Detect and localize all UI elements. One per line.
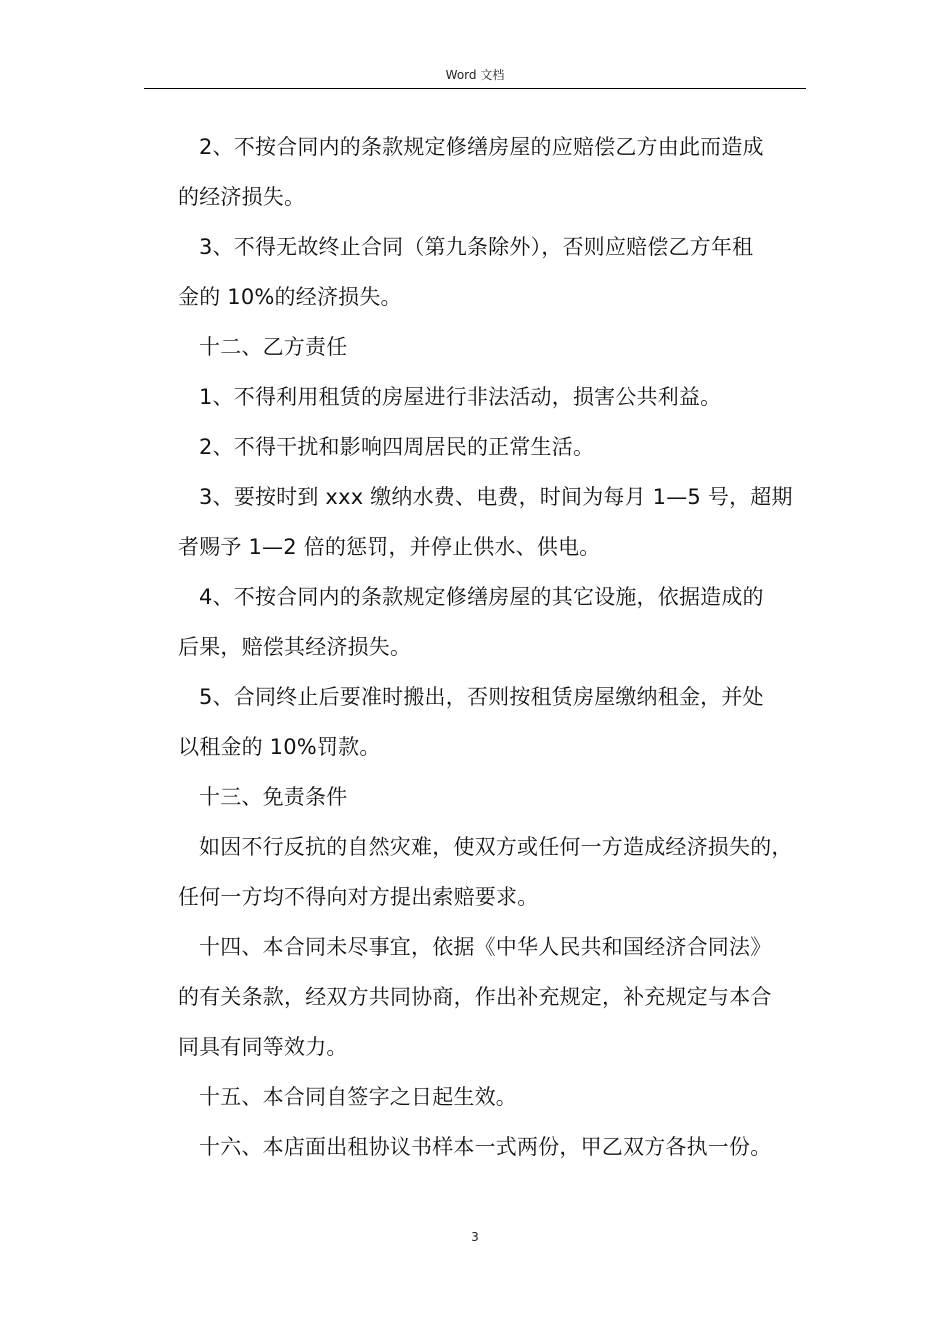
text-line: 3、不得无故终止合同（第九条除外），否则应赔偿乙方年租 bbox=[199, 235, 754, 259]
text-line: 十六、本店面出租协议书样本一式两份，甲乙双方各执一份。 bbox=[199, 1135, 772, 1159]
text-line: 的经济损失。 bbox=[178, 185, 306, 209]
text-line: 后果，赔偿其经济损失。 bbox=[178, 635, 412, 659]
section-heading: 十二、乙方责任 bbox=[199, 335, 348, 359]
text-line: 4、不按合同内的条款规定修缮房屋的其它设施，依据造成的 bbox=[199, 585, 764, 609]
text-line: 的有关条款，经双方共同协商，作出补充规定，补充规定与本合 bbox=[178, 985, 772, 1009]
section-heading: 十三、免责条件 bbox=[199, 785, 348, 809]
page-number: 3 bbox=[471, 1230, 479, 1244]
document-body bbox=[178, 122, 808, 1172]
page-header bbox=[144, 64, 806, 89]
text-line: 3、要按时到 xxx 缴纳水费、电费，时间为每月 1—5 号，超期 bbox=[199, 485, 793, 509]
text-line: 十四、本合同未尽事宜，依据《中华人民共和国经济合同法》 bbox=[199, 935, 772, 959]
text-line: 1、不得利用租赁的房屋进行非法活动，损害公共利益。 bbox=[199, 385, 722, 409]
text-line: 2、不按合同内的条款规定修缮房屋的应赔偿乙方由此而造成 bbox=[199, 135, 764, 159]
text-line: 金的 10%的经济损失。 bbox=[178, 285, 402, 309]
text-line: 任何一方均不得向对方提出索赔要求。 bbox=[178, 885, 539, 909]
text-line: 者赐予 1—2 倍的惩罚，并停止供水、供电。 bbox=[178, 535, 601, 559]
header-title: Word 文档 bbox=[445, 68, 505, 82]
text-line: 5、合同终止后要准时搬出，否则按租赁房屋缴纳租金，并处 bbox=[199, 685, 764, 709]
text-line: 同具有同等效力。 bbox=[178, 1035, 348, 1059]
text-line: 2、不得干扰和影响四周居民的正常生活。 bbox=[199, 435, 595, 459]
text-line: 十五、本合同自签字之日起生效。 bbox=[199, 1085, 517, 1109]
text-line: 如因不行反抗的自然灾难，使双方或任何一方造成经济损失的， bbox=[199, 835, 793, 859]
text-line: 以租金的 10%罚款。 bbox=[178, 735, 381, 759]
